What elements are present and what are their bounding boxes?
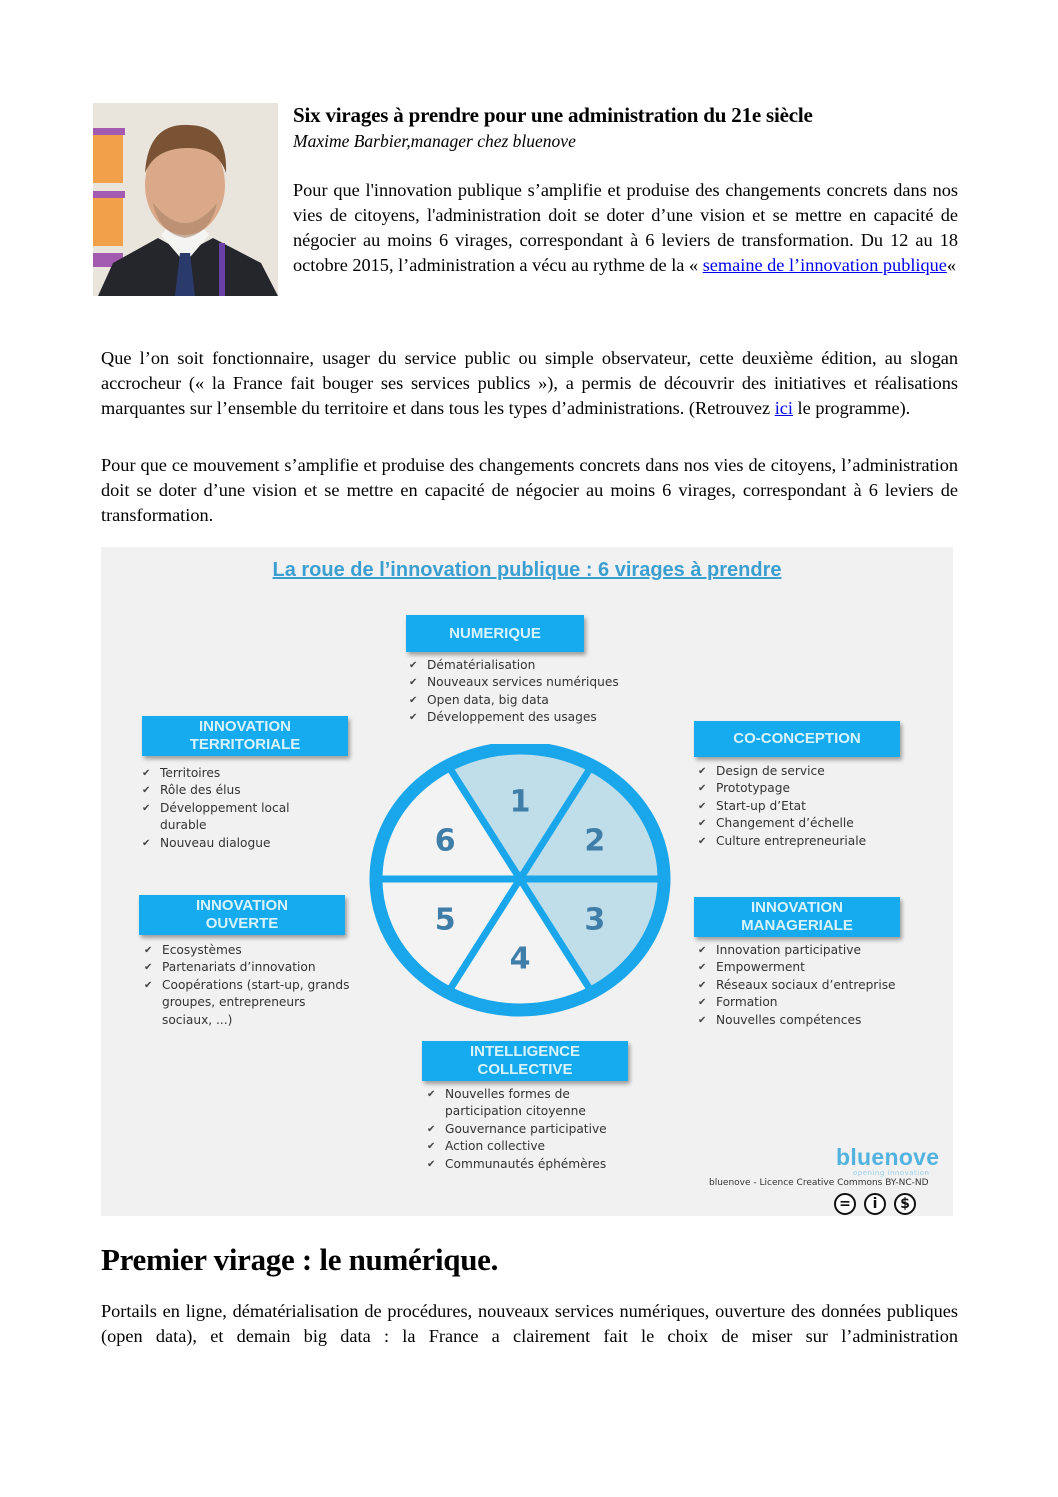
list-item: ✔ Réseaux sociaux d’entreprise xyxy=(695,977,896,994)
creative-commons-icons xyxy=(834,1193,916,1215)
lever-title-line-2: MANAGERIALE xyxy=(741,917,853,934)
paragraph-3: Portails en ligne, dématérialisation de procédures, nouveaux services numériques, ouverture des données publiques (open data), et demain big data : la France a clairement fait le choix de miser sur l’administration xyxy=(101,1301,958,1346)
lever-list-numerique xyxy=(406,657,619,727)
list-item: ✔ Rôle des élus xyxy=(139,782,329,799)
list-item: ✔ Nouvelles compétences xyxy=(695,1012,896,1029)
lever-title: CO-CONCEPTION xyxy=(733,730,861,747)
lever-title-line-2: COLLECTIVE xyxy=(477,1061,573,1078)
wheel-segment-number: 5 xyxy=(434,902,456,938)
intro-text: Pour que l'innovation publique s’amplifie et produise des changements concrets dans nos vies de citoyens, l'administration doit se doter d’une vision et se mettre en capacité de négocier au moins 6 virages, correspondant à 6 leviers de transformation. Du 12 au 18 octobre 2015, l’administration a vécu au rythme de la « xyxy=(293,180,958,275)
list-item: ✔ Open data, big data xyxy=(406,692,619,709)
article-byline: Maxime Barbier,manager chez bluenove xyxy=(293,131,576,151)
cc-by-icon: i xyxy=(864,1193,886,1215)
lever-list-innovation-ouverte xyxy=(141,942,356,1029)
list-item: ✔ Développement local durable xyxy=(139,800,329,835)
wheel-segment-number: 3 xyxy=(584,902,606,938)
list-item: ✔ Développement des usages xyxy=(406,709,619,726)
list-item: ✔ Empowerment xyxy=(695,959,896,976)
wheel-segment-number: 2 xyxy=(584,823,606,859)
article-title: Six virages à prendre pour une administration du 21e siècle xyxy=(293,103,813,127)
innovation-wheel xyxy=(363,744,683,1034)
innovation-wheel-infographic xyxy=(101,547,953,1216)
list-item: ✔ Action collective xyxy=(424,1138,624,1155)
list-item: ✔ Prototypage xyxy=(695,780,866,797)
list-item: ✔ Culture entrepreneuriale xyxy=(695,833,866,850)
lever-list-innovation-manageriale xyxy=(695,942,896,1029)
list-item: ✔ Design de service xyxy=(695,763,866,780)
lever-title-line-1: INTELLIGENCE xyxy=(469,1043,580,1060)
lever-title-line-2: OUVERTE xyxy=(205,915,279,932)
lever-list-intelligence-collective xyxy=(424,1086,624,1173)
paragraph-1-text-end: le programme). xyxy=(792,398,911,418)
lever-list-co-conception xyxy=(695,763,866,850)
lever-box-innovation-manageriale xyxy=(694,897,900,937)
list-item: ✔ Dématérialisation xyxy=(406,657,619,674)
lever-box-innovation-territoriale xyxy=(142,716,348,756)
lever-box-co-conception xyxy=(694,721,900,757)
list-item: ✔ Communautés éphémères xyxy=(424,1156,624,1173)
lever-title-line-1: INNOVATION xyxy=(751,899,843,916)
list-item: ✔ Nouvelles formes de participation citoyenne xyxy=(424,1086,624,1121)
paragraph-2: Pour que ce mouvement s’amplifie et produise des changements concrets dans nos vies de citoyens, l’administration doit se doter d’une vision et se mettre en capacité de négocier au moins 6 virages, correspondant à 6 leviers de transformation. xyxy=(101,455,958,525)
list-item: ✔ Partenariats d’innovation xyxy=(141,959,356,976)
lever-title-line-1: INNOVATION xyxy=(196,897,288,914)
list-item: ✔ Territoires xyxy=(139,765,329,782)
list-item: ✔ Start-up d’Etat xyxy=(695,798,866,815)
bluenove-tagline: opening innovation xyxy=(853,1169,930,1177)
cc-nc-icon: $ xyxy=(894,1193,916,1215)
lever-list-innovation-territoriale xyxy=(139,765,329,852)
list-item: ✔ Formation xyxy=(695,994,896,1011)
infographic-title: La roue de l’innovation publique : 6 virages à prendre xyxy=(272,559,782,581)
list-item: ✔ Ecosystèmes xyxy=(141,942,356,959)
author-portrait-icon xyxy=(93,103,278,296)
lever-title: NUMERIQUE xyxy=(449,624,541,642)
author-photo xyxy=(93,103,278,296)
lever-box-numerique xyxy=(406,615,584,652)
intro-text-end: « xyxy=(946,255,957,275)
lever-title-line-1: INNOVATION xyxy=(199,718,291,735)
wheel-segment-number: 1 xyxy=(509,784,531,820)
wheel-segment-number: 4 xyxy=(509,941,531,977)
lever-box-intelligence-collective xyxy=(422,1041,628,1081)
section-heading: Premier virage : le numérique. xyxy=(101,1242,499,1277)
list-item: ✔ Nouveau dialogue xyxy=(139,835,329,852)
semaine-innovation-link[interactable]: semaine de l’innovation publique xyxy=(702,255,947,275)
programme-link[interactable]: ici xyxy=(774,398,793,418)
lever-box-innovation-ouverte xyxy=(139,895,345,935)
paragraph-1 xyxy=(101,346,958,421)
wheel-segment-number: 6 xyxy=(434,823,456,859)
bluenove-logo: bluenove xyxy=(836,1144,940,1170)
license-text: bluenove - Licence Creative Commons BY-NC-ND xyxy=(709,1178,929,1188)
intro-paragraph xyxy=(293,178,958,278)
cc-nd-icon: = xyxy=(834,1193,856,1215)
list-item: ✔ Nouveaux services numériques xyxy=(406,674,619,691)
list-item: ✔ Changement d’échelle xyxy=(695,815,866,832)
list-item: ✔ Gouvernance participative xyxy=(424,1121,624,1138)
list-item: ✔ Innovation participative xyxy=(695,942,896,959)
list-item: ✔ Coopérations (start-up, grands groupes, entrepreneurs sociaux, ...) xyxy=(141,977,356,1029)
lever-title-line-2: TERRITORIALE xyxy=(189,736,301,753)
paragraph-1-text: Que l’on soit fonctionnaire, usager du service public ou simple observateur, cette deuxième édition, au slogan accrocheur (« la France fait bouger ses services publics »), a permis de découvrir des initiatives et réalisations marquantes sur l’ensemble du territoire et dans tous les types d’administrations. (Retrouvez xyxy=(101,348,958,418)
